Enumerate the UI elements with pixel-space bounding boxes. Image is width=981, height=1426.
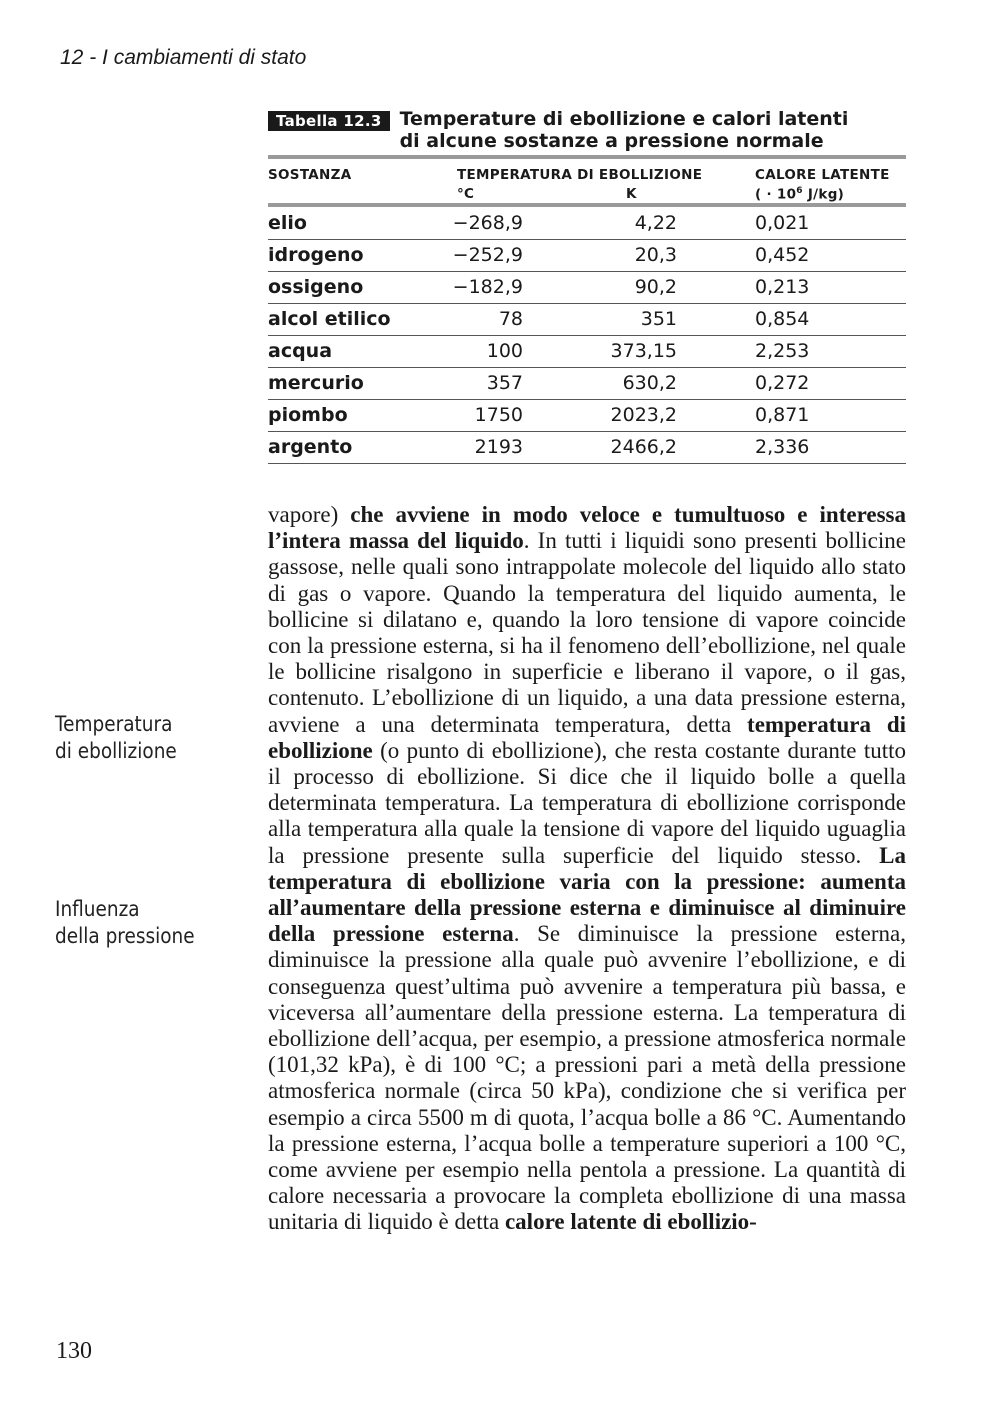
substance-cell: mercurio <box>268 372 364 394</box>
substance-cell: ossigeno <box>268 276 364 298</box>
margin-note-boiling-temperature <box>55 711 177 765</box>
table-row <box>268 239 906 271</box>
kelvin-cell: 4,22 <box>634 211 677 234</box>
celsius-cell: 78 <box>498 308 523 330</box>
kelvin-cell: 2466,2 <box>610 436 677 458</box>
margin-note-line: della pressione <box>55 924 195 948</box>
body-text-run: . Se diminuisce la pressione esterna, diminuisce la pressione alla quale può avvenire l’ebollizione, e di conseguenza quest’ultima può avvenire a temperatura più bassa, e viceversa all’aumentare della pressione esterna. La temperatura di ebollizione dell’acqua, per esempio, a pressione atmosferica normale (101,32 kPa), è di 100 °C; a pressioni pari a metà della pressione atmosferica normale (circa 50 kPa), condizione che si verifica per esempio a circa 5500 m di quota, l’acqua bolle a 86 °C. Aumentando la pressione esterna, l’acqua bolle a temperature superiori a 100 °C, come avviene per esempio nella pentola a pressione. La quantità di calore necessaria a provocare la completa ebollizione di una massa unitaria di liquido è detta <box>268 921 906 1235</box>
table-row <box>268 207 906 239</box>
latent-heat-cell: 0,871 <box>755 404 810 426</box>
substance-cell: argento <box>268 436 353 458</box>
substance-cell: alcol etilico <box>268 308 391 330</box>
body-bold-run: che avviene in modo veloce e tumultuoso e interessa l’intera massa del liquido <box>268 502 906 554</box>
running-header: 12 - I cambiamenti di stato <box>60 46 307 69</box>
table-column-headers <box>268 159 906 203</box>
table-row <box>268 399 906 431</box>
spacer-cell <box>677 303 755 335</box>
kelvin-cell: 90,2 <box>634 276 677 298</box>
body-bold-run: La temperatura di ebollizione varia con la pressione: aumenta all’aumentare della pressione esterna e diminuisce al diminuire della pressione esterna <box>268 842 906 947</box>
latent-heat-cell: 2,336 <box>755 436 810 458</box>
spacer-cell <box>677 431 755 463</box>
table-row <box>268 367 906 399</box>
kelvin-cell: 2023,2 <box>610 404 677 426</box>
table-row <box>268 335 906 367</box>
substance-cell: idrogeno <box>268 244 364 266</box>
substance-cell: piombo <box>268 404 348 426</box>
celsius-cell: 2193 <box>474 436 523 458</box>
latent-unit-suffix: J/kg) <box>802 186 845 203</box>
celsius-cell: −252,9 <box>452 244 523 266</box>
table-block <box>268 108 906 464</box>
column-header-kelvin: K <box>626 186 637 202</box>
body-text-run: (o punto di ebollizione), che resta costante durante tutto il processo di ebollizione. Si dice che il liquido bolle a quella determinata temperatura. La temperatura di ebollizione corrisponde alla temperatura alla quale la tensione di vapore del liquido uguaglia la pressione presente sulla superficie del liquido stesso. <box>268 737 906 868</box>
body-paragraph <box>268 502 906 1236</box>
kelvin-cell: 351 <box>640 308 677 330</box>
table-row <box>268 303 906 335</box>
celsius-cell: −182,9 <box>452 276 523 298</box>
body-text-run: . In tutti i liquidi sono presenti bollicine gassose, nelle quali sono intrappolate molecole del liquido allo stato di gas o vapore. Quando la temperatura del liquido aumenta, le bollicine si dilatano e, quando la loro tensione di vapore coincide con la pressione esterna, si ha il fenomeno dell’ebollizione, nel quale le bollicine risalgono in superficie e liberano il vapore, o il gas, contenuto. L’ebollizione di un liquido, a una data pressione esterna, avviene a una determinata temperatura, detta <box>268 528 906 737</box>
latent-heat-cell: 0,854 <box>755 308 810 330</box>
table-title-line1: Temperature di ebollizione e calori latenti <box>399 108 849 130</box>
table-title-line2: di alcune sostanze a pressione normale <box>399 130 824 152</box>
table-tag: Tabella 12.3 <box>268 111 390 131</box>
spacer-cell <box>677 239 755 271</box>
latent-heat-cell: 0,021 <box>755 211 810 234</box>
kelvin-cell: 373,15 <box>610 340 677 362</box>
margin-note-pressure-influence <box>55 896 195 950</box>
latent-unit-exponent: 6 <box>796 186 803 196</box>
table-title <box>400 108 849 152</box>
column-header-substance: SOSTANZA <box>268 167 352 183</box>
table-caption <box>268 108 906 152</box>
latent-unit-prefix: ( · 10 <box>755 186 797 203</box>
kelvin-cell: 630,2 <box>622 372 677 394</box>
margin-note-line: Influenza <box>55 897 140 921</box>
margin-note-line: di ebollizione <box>55 739 177 763</box>
spacer-cell <box>677 335 755 367</box>
column-header-latent: CALORE LATENTE <box>755 167 890 183</box>
body-text-run: vapore) <box>268 502 351 527</box>
column-header-latent-unit <box>755 186 844 203</box>
margin-note-line: Temperatura <box>55 712 173 736</box>
spacer-cell <box>677 271 755 303</box>
body-bold-run: temperatura di ebollizione <box>268 711 907 763</box>
page-number: 130 <box>56 1338 92 1364</box>
substance-cell: elio <box>268 211 307 234</box>
latent-heat-cell: 2,253 <box>755 340 810 362</box>
kelvin-cell: 20,3 <box>634 244 677 266</box>
spacer-cell <box>677 207 755 239</box>
latent-heat-cell: 0,213 <box>755 276 810 298</box>
table-row <box>268 271 906 303</box>
column-header-boiling: TEMPERATURA DI EBOLLIZIONE <box>457 167 703 183</box>
spacer-cell <box>677 367 755 399</box>
table-row <box>268 431 906 463</box>
body-bold-run: calore latente di ebollizio- <box>504 1209 757 1235</box>
data-table <box>268 207 906 464</box>
latent-heat-cell: 0,272 <box>755 372 810 394</box>
celsius-cell: 357 <box>486 372 523 394</box>
column-header-celsius: °C <box>457 186 475 202</box>
celsius-cell: −268,9 <box>452 211 523 234</box>
latent-heat-cell: 0,452 <box>755 244 810 266</box>
celsius-cell: 100 <box>486 340 523 362</box>
spacer-cell <box>677 399 755 431</box>
celsius-cell: 1750 <box>474 404 523 426</box>
substance-cell: acqua <box>268 340 333 362</box>
